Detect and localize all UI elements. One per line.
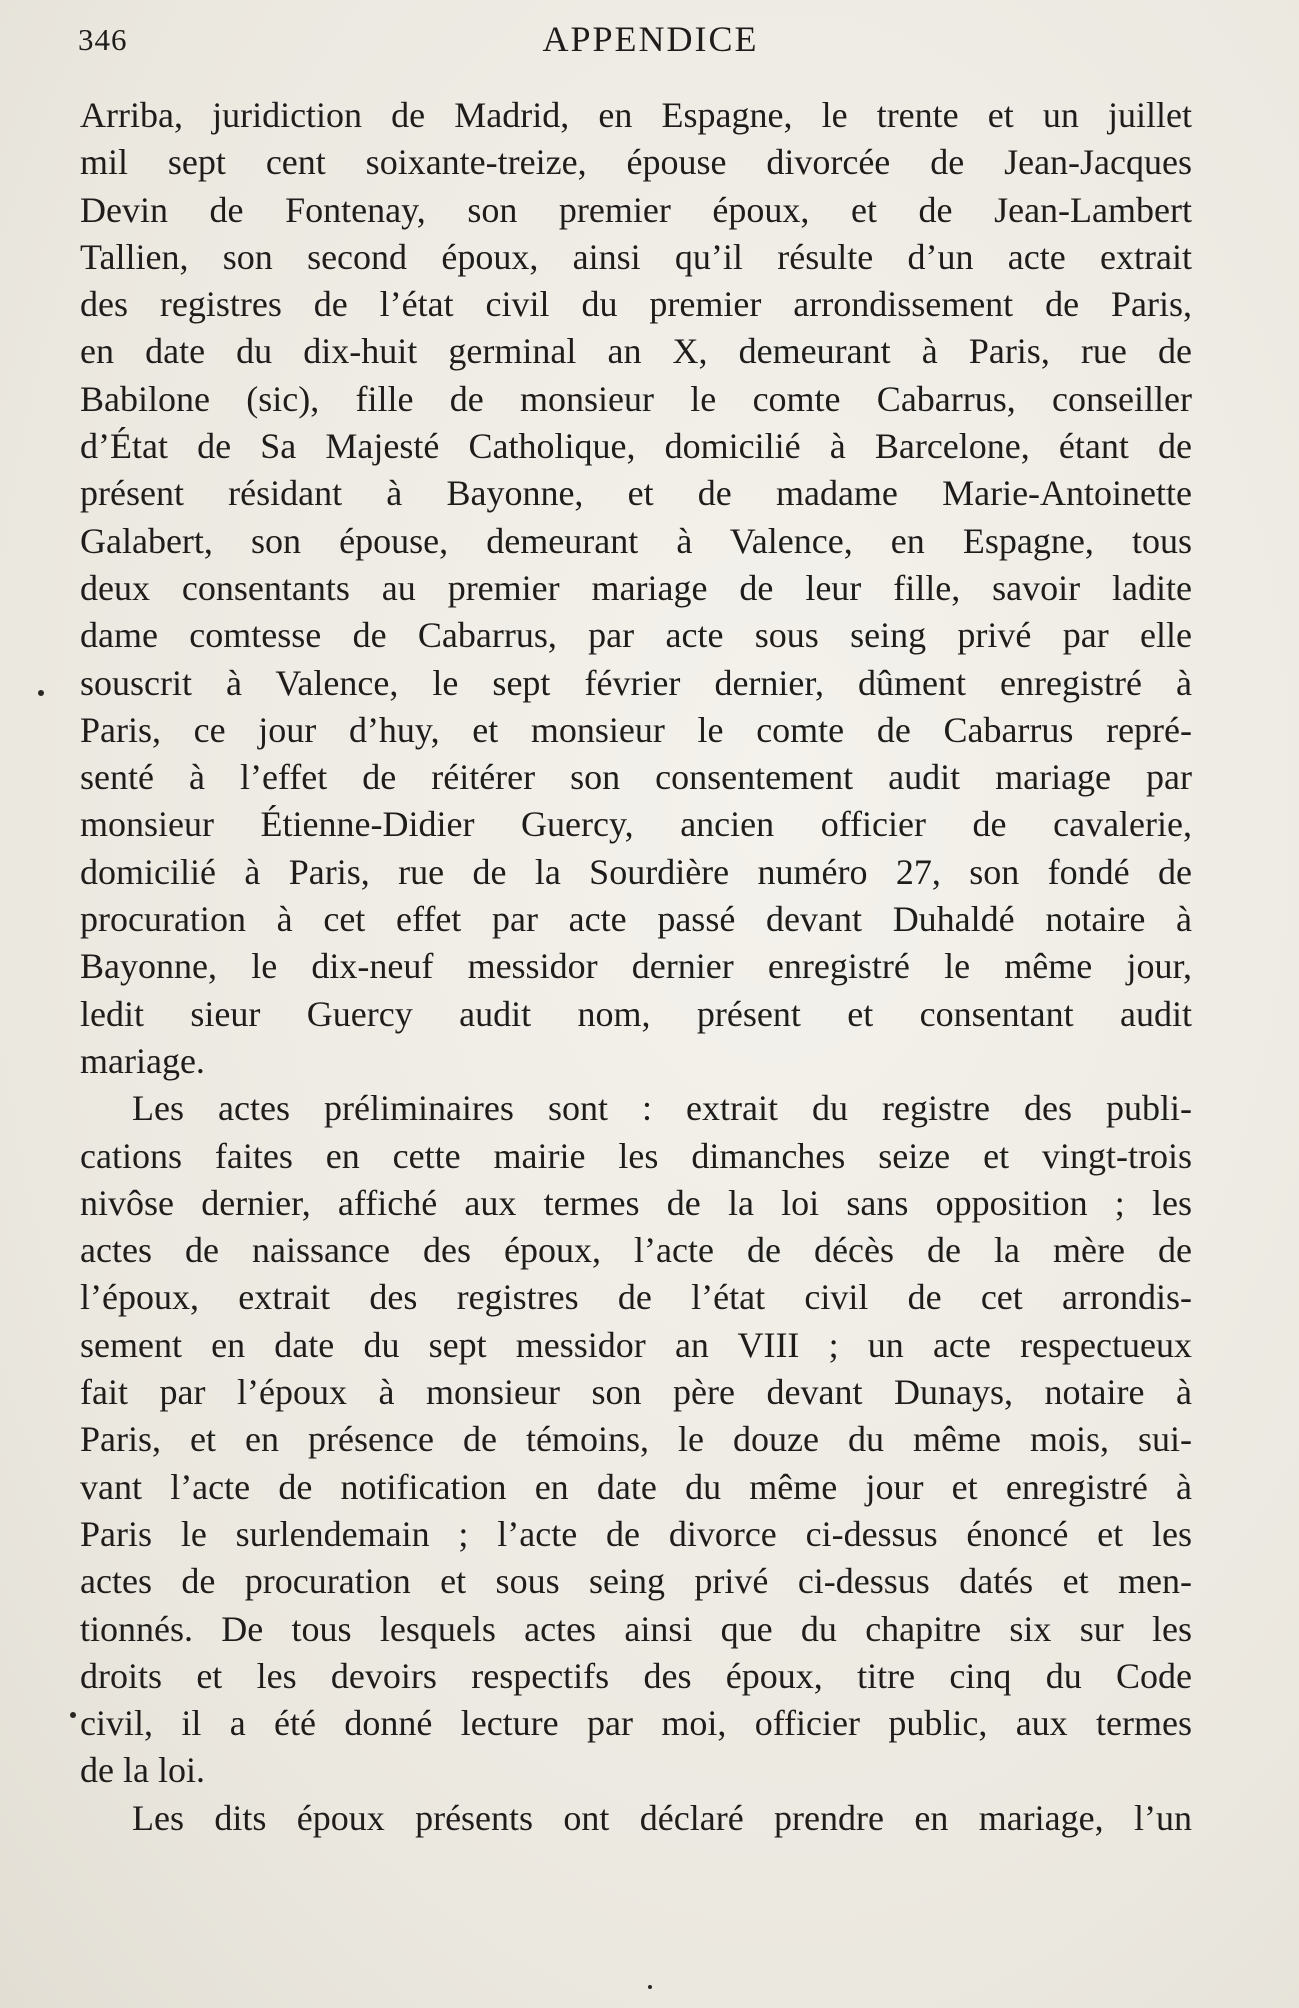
body-text [80,92,1192,1842]
page-header [78,18,1193,62]
text-line: Arriba, juridiction de Madrid, en Espagne, le trente et un juillet [80,95,1192,135]
margin-dot [38,690,44,696]
text-line: vant l’acte de notification en date du même jour et enregistré à [80,1466,1192,1507]
text-line: l’époux, extrait des registres de l’état civil de cet arrondis- [80,1277,1192,1318]
text-line: de la loi. [80,1750,205,1791]
text-line: droits et les devoirs respectifs des époux, titre cinq du Code [80,1655,1192,1696]
text-line: Galabert, son épouse, demeurant à Valence, en Espagne, tous [80,520,1192,561]
text-line: Les dits époux présents ont déclaré prendre en mariage, l’un [132,1797,1192,1838]
text-line: souscrit à Valence, le sept février dernier, dûment enregistré à [80,662,1192,703]
text-line: présent résidant à Bayonne, et de madame Marie-Antoinette [80,473,1192,514]
text-line: ledit sieur Guercy audit nom, présent et consentant audit [80,993,1192,1034]
page-number: 346 [78,22,128,57]
text-line: senté à l’effet de réitérer son consentement audit mariage par [80,757,1192,798]
text-line: monsieur Étienne-Didier Guercy, ancien officier de cavalerie, [80,804,1192,845]
text-line: Paris le surlendemain ; l’acte de divorce ci-dessus énoncé et les [80,1513,1192,1554]
margin-dot [648,1985,652,1989]
margin-dot [70,1712,76,1718]
text-line: procuration à cet effet par acte passé devant Duhaldé notaire à [80,899,1192,940]
text-line: mariage. [80,1040,205,1081]
running-title: APPENDICE [542,19,759,59]
text-line: tionnés. De tous lesquels actes ainsi que du chapitre six sur les [80,1608,1192,1649]
text-line: sement en date du sept messidor an VIII ; un acte respectueux [80,1324,1192,1365]
text-line: cations faites en cette mairie les dimanches seize et vingt-trois [80,1135,1192,1176]
text-line: Paris, ce jour d’huy, et monsieur le comte de Cabarrus repré- [80,709,1192,750]
text-line: en date du dix-huit germinal an X, demeurant à Paris, rue de [80,331,1192,372]
text-line: actes de naissance des époux, l’acte de décès de la mère de [80,1230,1192,1271]
text-line: mil sept cent soixante-treize, épouse divorcée de Jean-Jacques [80,142,1192,183]
text-line: civil, il a été donné lecture par moi, officier public, aux termes [80,1703,1192,1744]
text-line: Les actes préliminaires sont : extrait du registre des publi- [132,1088,1192,1129]
text-line: nivôse dernier, affiché aux termes de la loi sans opposition ; les [80,1182,1192,1223]
text-line: des registres de l’état civil du premier arrondissement de Paris, [80,284,1192,325]
text-line: actes de procuration et sous seing privé ci-dessus datés et men- [80,1561,1192,1602]
text-line: Paris, et en présence de témoins, le douze du même mois, sui- [80,1419,1192,1460]
text-line: Tallien, son second époux, ainsi qu’il résulte d’un acte extrait [80,236,1192,277]
text-line: d’État de Sa Majesté Catholique, domicilié à Barcelone, étant de [80,426,1192,467]
text-line: deux consentants au premier mariage de leur fille, savoir ladite [80,567,1192,608]
text-line: Bayonne, le dix-neuf messidor dernier enregistré le même jour, [80,946,1192,987]
text-line: dame comtesse de Cabarrus, par acte sous seing privé par elle [80,615,1192,656]
text-line: domicilié à Paris, rue de la Sourdière numéro 27, son fondé de [80,851,1192,892]
text-line: Babilone (sic), fille de monsieur le comte Cabarrus, conseiller [80,378,1192,419]
text-line: fait par l’époux à monsieur son père devant Dunays, notaire à [80,1372,1192,1413]
text-line: Devin de Fontenay, son premier époux, et de Jean-Lambert [80,189,1192,230]
